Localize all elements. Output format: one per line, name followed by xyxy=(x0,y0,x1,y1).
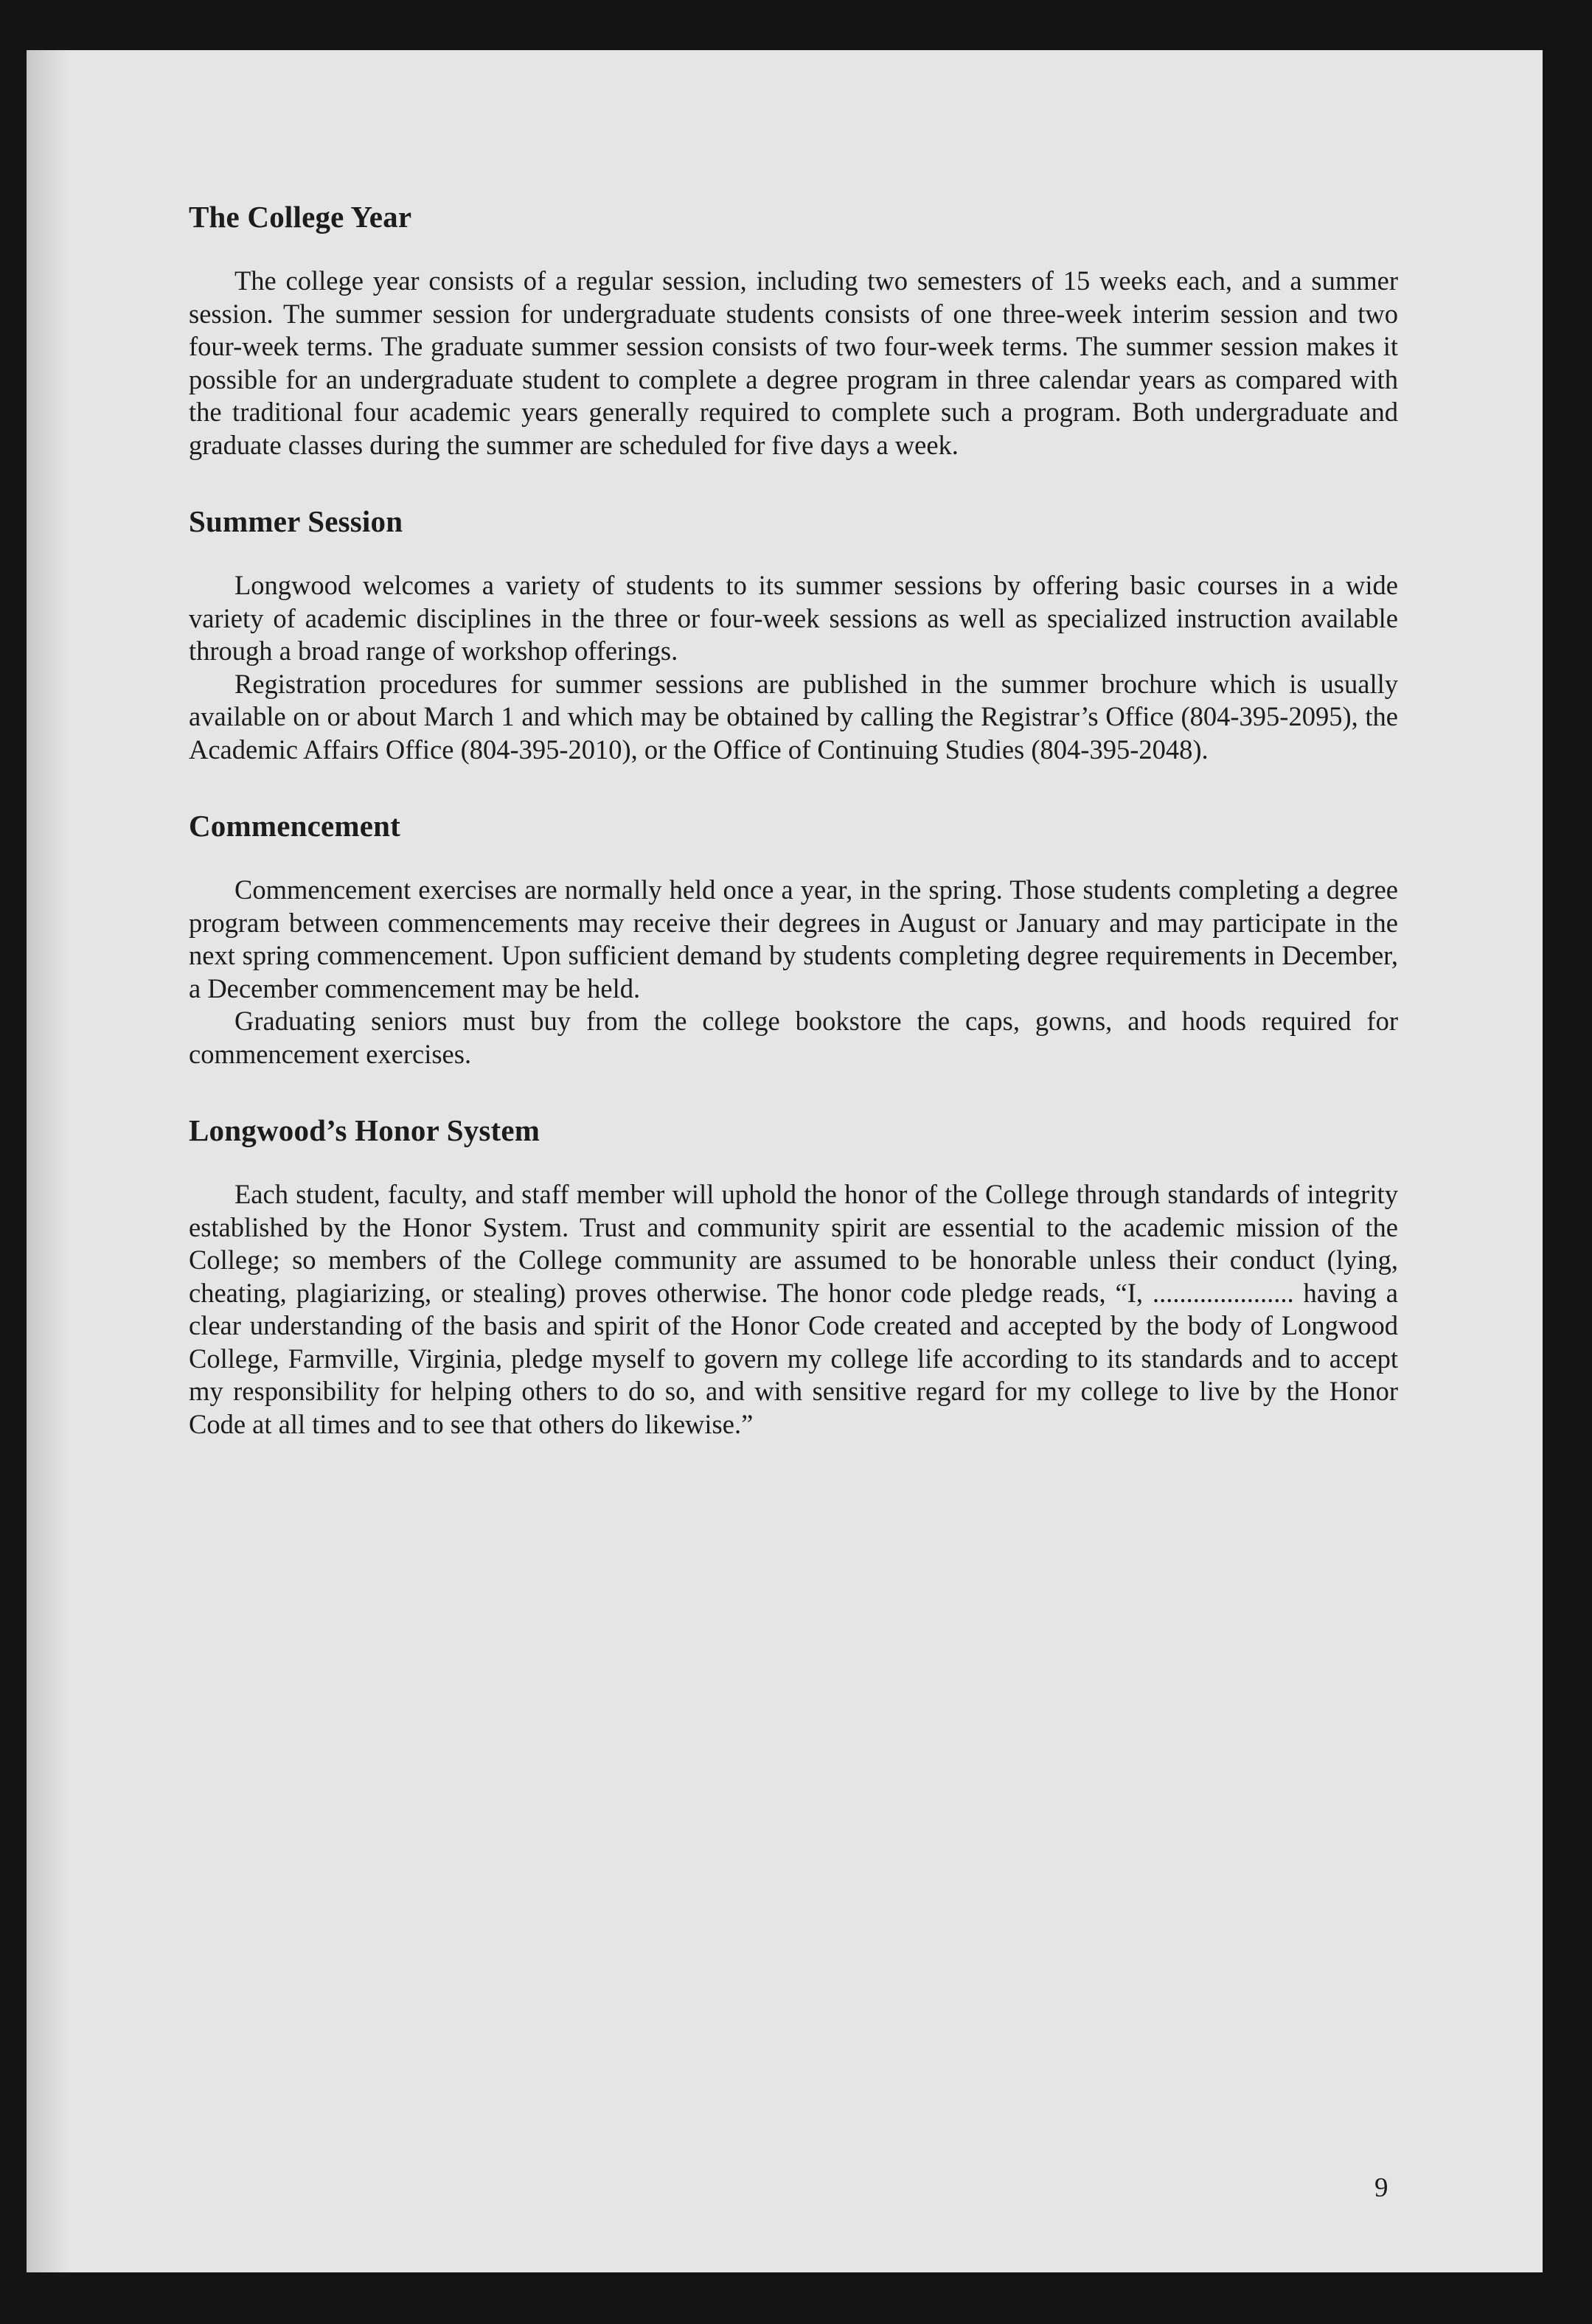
section-honor-system xyxy=(189,1111,1398,1441)
section-heading: Commencement xyxy=(189,809,401,843)
section-heading: The College Year xyxy=(189,200,412,234)
section-paragraph: Graduating seniors must buy from the college bookstore the caps, gowns, and hoods required for commencement exercises. xyxy=(189,1006,1398,1069)
page-content xyxy=(189,198,1398,1481)
section-paragraph: Longwood welcomes a variety of students to its summer sessions by offering basic courses in a wide variety of academic disciplines in the three or four-week sessions as well as specialized instruction available through a broad range of workshop offerings. xyxy=(189,570,1398,666)
section-paragraph: Commencement exercises are normally held once a year, in the spring. Those students completing a degree program between commencements may receive their degrees in August or January and may participate in the next spring commencement. Upon sufficient demand by students completing degree requirements in December, a December commencement may be held. xyxy=(189,874,1398,1003)
section-paragraph: Registration procedures for summer sessions are published in the summer brochure which is usually available on or about March 1 and which may be obtained by calling the Registrar’s Office (804-395-2095), the Academic Affairs Office (804-395-2010), or the Office of Continuing Studies (804-395-2048). xyxy=(189,668,1398,765)
document-page xyxy=(27,50,1543,2272)
section-heading: Longwood’s Honor System xyxy=(189,1113,540,1147)
section-college-year xyxy=(189,198,1398,462)
section-summer-session xyxy=(189,502,1398,766)
section-paragraph: Each student, faculty, and staff member will uphold the honor of the College through standards of integrity established by the Honor System. Trust and community spirit are essential to the academic mission of the College; so members of the College community are assumed to be honorable unless their conduct (lying, cheating, plagiarizing, or stealing) proves otherwise. The honor code pledge reads, “I, ..................... having a clear understanding of the basis and spirit of the Honor Code created and accepted by the body of Longwood College, Farmville, Virginia, pledge myself to govern my college life according to its standards and to accept my responsibility for helping others to do so, and with sensitive regard for my college to live by the Honor Code at all times and to see that others do likewise.” xyxy=(189,1179,1398,1439)
page-number: 9 xyxy=(1374,2173,1388,2203)
section-heading: Summer Session xyxy=(189,504,403,538)
section-commencement xyxy=(189,807,1398,1071)
page-gutter-shadow xyxy=(27,50,71,2272)
section-paragraph: The college year consists of a regular session, including two semesters of 15 weeks each, and a summer session. The summer session for undergraduate students consists of one three-week interim session and two four-week terms. The graduate summer session consists of two four-week terms. The summer session makes it possible for an undergraduate student to complete a degree program in three calendar years as compared with the traditional four academic years generally required to complete such a program. Both undergraduate and graduate classes during the summer are scheduled for five days a week. xyxy=(189,265,1398,460)
